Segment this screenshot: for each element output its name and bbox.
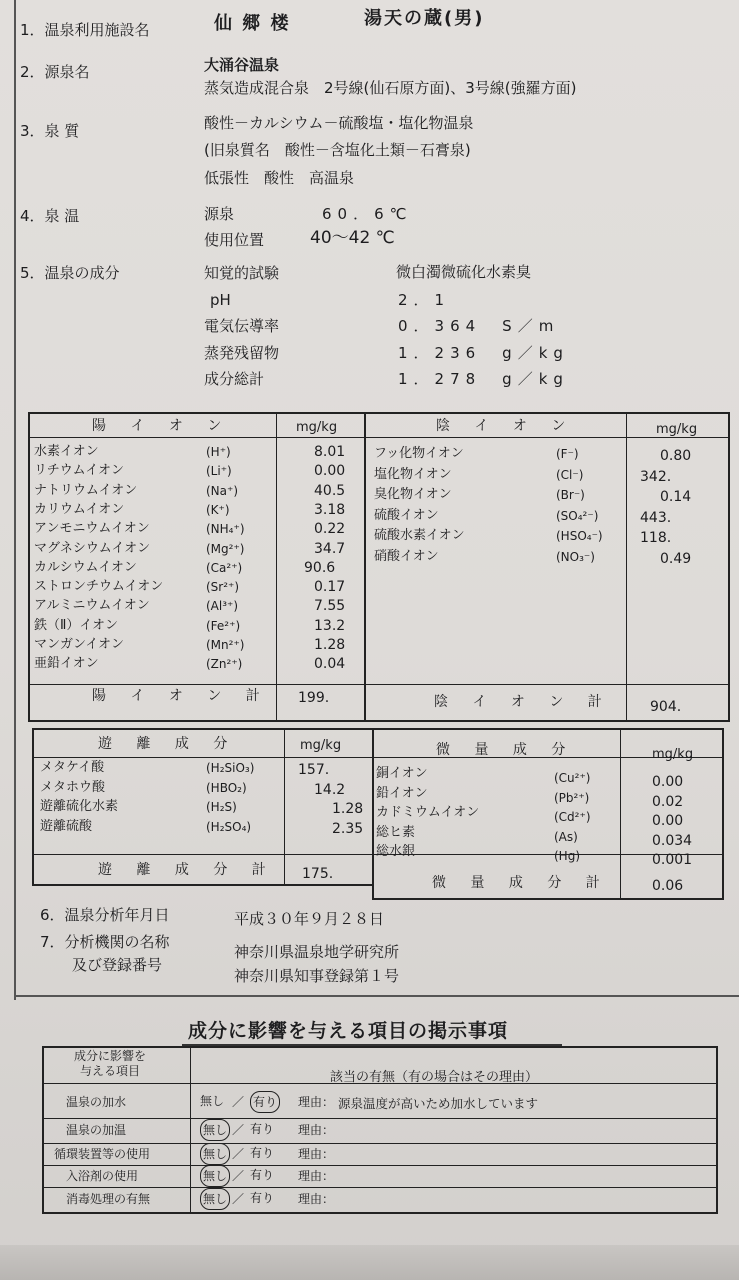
- notice-item: 循環装置等の使用: [54, 1147, 151, 1161]
- cation-value: 40.5: [314, 482, 346, 499]
- cation-formula: (Al³⁺): [206, 599, 239, 614]
- notice-reason-label: 理由：: [298, 1095, 335, 1109]
- trace-formula: (As): [554, 829, 578, 844]
- free-name: メタホウ酸: [40, 779, 106, 795]
- cation-value: 34.7: [314, 540, 346, 557]
- free-value: 1.28: [332, 801, 364, 817]
- cation-formula: (Li⁺): [206, 464, 232, 479]
- comp-row-value: 微白濁微硫化水素臭: [396, 263, 532, 281]
- org-value-1: 神奈川県温泉地学研究所: [234, 943, 400, 961]
- cation-formula: (Ca²⁺): [206, 560, 243, 575]
- anion-name: 硝酸イオン: [374, 548, 439, 564]
- comp-row-label: 電気伝導率: [204, 317, 280, 335]
- cation-formula: (H⁺): [206, 445, 231, 459]
- free-header: 遊 離 成 分: [98, 736, 238, 752]
- anion-value: 0.14: [660, 489, 692, 505]
- notice-item: 温泉の加温: [66, 1123, 127, 1137]
- cation-name: アンモニウムイオン: [34, 521, 150, 537]
- board-bottom-edge: [0, 1245, 739, 1280]
- trace-value: 0.001: [652, 852, 693, 868]
- notice-item: 入浴剤の使用: [66, 1169, 139, 1183]
- free-value: 157.: [298, 762, 330, 778]
- trace-name: 鉛イオン: [376, 785, 428, 801]
- notice-none: 無し: [200, 1094, 225, 1108]
- notice-none: 無し: [200, 1165, 230, 1187]
- quality-label: 3．泉 質: [20, 122, 80, 140]
- anion-total: 904.: [650, 699, 682, 715]
- notice-yes: 有り: [250, 1122, 275, 1136]
- notice-yes: 有り: [250, 1168, 275, 1182]
- cation-formula: (Mn²⁺): [206, 638, 245, 652]
- anion-formula: (NO₃⁻): [556, 549, 595, 564]
- source-label: 2．源泉名: [20, 63, 90, 81]
- source-name: 大涌谷温泉: [204, 56, 280, 74]
- trace-name: 総水銀: [376, 844, 416, 859]
- free-value: 2.35: [332, 820, 364, 837]
- notice-sep: ／: [232, 1095, 245, 1109]
- comp-row-value: 2．1: [398, 291, 451, 309]
- free-total: 175.: [302, 866, 334, 882]
- free-name: 遊離硫酸: [40, 818, 93, 834]
- cation-formula: (Mg²⁺): [206, 541, 245, 556]
- cation-name: 鉄（Ⅱ）イオン: [34, 617, 119, 633]
- quality-line-2: (旧泉質名 酸性－含塩化土類－石膏泉): [204, 141, 471, 159]
- date-value: 平成３０年９月２８日: [234, 910, 385, 928]
- cation-formula: (Zn²⁺): [206, 657, 243, 672]
- comp-row-value: 1．236 g／kg: [398, 344, 569, 362]
- cation-value: 7.55: [314, 598, 346, 615]
- facility-label: 1．温泉利用施設名: [20, 21, 150, 39]
- notice-col1-header-b: 与える項目: [80, 1064, 141, 1078]
- free-unit: mg/kg: [300, 738, 342, 753]
- source-detail: 蒸気造成混合泉 2号線(仙石原方面)、3号線(強羅方面): [204, 79, 577, 97]
- section-divider: [14, 995, 739, 997]
- trace-formula: (Cd²⁺): [554, 810, 591, 824]
- notice-none: 無し: [200, 1119, 230, 1141]
- temp-use-value: 40～42 ℃: [310, 228, 395, 248]
- anion-formula: (Cl⁻): [556, 467, 584, 482]
- cation-name: 水素イオン: [34, 444, 99, 459]
- notice-none: 無し: [200, 1143, 230, 1165]
- anion-total-label: 陰 イ オ ン 計: [434, 694, 612, 710]
- notice-reason-label: 理由：: [298, 1192, 335, 1206]
- notice-sep: ／: [232, 1123, 245, 1137]
- comp-row-label: 成分総計: [204, 370, 265, 388]
- temp-source-label: 源泉: [204, 205, 235, 223]
- cation-name: カルシウムイオン: [34, 559, 137, 575]
- cation-value: 0.00: [314, 463, 346, 480]
- free-name: メタケイ酸: [40, 760, 105, 775]
- trace-name: カドミウムイオン: [376, 805, 480, 820]
- cation-value: 8.01: [314, 444, 346, 460]
- cation-formula: (Fe²⁺): [206, 618, 241, 633]
- trace-value: 0.00: [652, 774, 684, 790]
- temp-use-label: 使用位置: [204, 231, 265, 249]
- trace-formula: (Pb²⁺): [554, 790, 590, 805]
- anion-value: 342.: [640, 468, 672, 485]
- anion-name: 硫酸イオン: [374, 507, 439, 523]
- cation-value: 0.17: [314, 579, 346, 596]
- cation-value: 90.6: [304, 559, 336, 576]
- org-label-1: 7．分析機関の名称: [40, 933, 170, 951]
- anion-formula: (HSO₄⁻): [556, 529, 603, 543]
- cation-name: アルミニウムイオン: [34, 598, 150, 614]
- free-total-label: 遊 離 成 分 計: [98, 862, 276, 878]
- comp-row-value: 0．364 S／m: [398, 317, 560, 335]
- anion-name: 硫酸水素イオン: [374, 528, 465, 543]
- anion-value: 0.80: [660, 448, 692, 464]
- free-name: 遊離硫化水素: [40, 799, 119, 814]
- trace-formula: (Hg): [554, 849, 581, 863]
- free-value: 14.2: [314, 781, 346, 798]
- comp-row-value: 1．278 g／kg: [398, 370, 569, 388]
- notice-col1-header-a: 成分に影響を: [74, 1049, 147, 1063]
- notice-reason: 源泉温度が高いため加水しています: [338, 1096, 539, 1111]
- cation-formula: (Na⁺): [206, 483, 239, 498]
- trace-formula: (Cu²⁺): [554, 771, 591, 785]
- comp-row-label: pH: [210, 291, 231, 309]
- date-label: 6．温泉分析年月日: [40, 906, 170, 924]
- notice-reason-label: 理由：: [298, 1169, 335, 1183]
- anion-name: 塩化物イオン: [374, 466, 452, 482]
- cation-name: マグネシウムイオン: [34, 540, 151, 556]
- anion-formula: (Br⁻): [556, 488, 585, 502]
- notice-col2-header: 該当の有無（有の場合はその理由）: [330, 1070, 539, 1085]
- comp-row-label: 知覚的試験: [204, 264, 280, 282]
- cation-unit: mg/kg: [296, 420, 338, 435]
- quality-line-1: 酸性－カルシウム－硫酸塩・塩化物温泉: [204, 114, 474, 132]
- org-label-2: 及び登録番号: [72, 956, 163, 974]
- cation-value: 0.04: [314, 656, 346, 673]
- free-formula: (H₂S): [206, 800, 237, 814]
- trace-value: 0.02: [652, 793, 684, 810]
- free-formula: (HBO₂): [206, 780, 247, 795]
- cation-name: ストロンチウムイオン: [34, 579, 164, 595]
- anion-name: 臭化物イオン: [374, 487, 452, 502]
- temp-source-value: 60．6℃: [322, 205, 413, 223]
- anion-unit: mg/kg: [656, 422, 698, 437]
- free-formula: (H₂SO₄): [206, 819, 252, 834]
- cation-name: 亜鉛イオン: [34, 656, 99, 672]
- anion-header: 陰 イ オ ン: [436, 418, 576, 434]
- trace-value: 0.034: [652, 832, 693, 849]
- comp-label: 5．温泉の成分: [20, 264, 120, 282]
- cation-formula: (NH₄⁺): [206, 522, 245, 537]
- notice-yes: 有り: [250, 1091, 280, 1113]
- facility-sub: 湯天の蔵(男): [364, 8, 485, 29]
- trace-total-label: 微 量 成 分 計: [432, 875, 610, 891]
- trace-unit: mg/kg: [652, 747, 694, 762]
- facility-name: 仙 郷 楼: [214, 13, 291, 34]
- cation-value: 0.22: [314, 521, 346, 538]
- notice-item: 消毒処理の有無: [66, 1192, 151, 1206]
- quality-line-3: 低張性 酸性 高温泉: [204, 169, 355, 187]
- comp-row-label: 蒸発残留物: [204, 344, 280, 362]
- notice-item: 温泉の加水: [66, 1095, 127, 1109]
- cation-total-label: 陽 イ オ ン 計: [92, 688, 270, 704]
- cation-name: カリウムイオン: [34, 501, 125, 517]
- anion-formula: (SO₄²⁻): [556, 508, 599, 523]
- temp-label: 4．泉 温: [20, 207, 80, 225]
- anion-name: フッ化物イオン: [374, 446, 464, 461]
- trace-total: 0.06: [652, 878, 684, 894]
- trace-value: 0.00: [652, 813, 684, 829]
- cation-name: ナトリウムイオン: [34, 482, 138, 498]
- cation-formula: (Sr²⁺): [206, 580, 240, 595]
- free-formula: (H₂SiO₃): [206, 761, 255, 775]
- anion-formula: (F⁻): [556, 447, 579, 461]
- notice-sep: ／: [232, 1169, 245, 1183]
- cation-value: 1.28: [314, 637, 346, 653]
- cation-value: 3.18: [314, 501, 346, 518]
- notice-sep: ／: [232, 1192, 245, 1206]
- cation-name: リチウムイオン: [34, 463, 124, 479]
- notice-sep: ／: [232, 1147, 245, 1161]
- trace-header: 微 量 成 分: [436, 742, 576, 758]
- frame-border: [14, 0, 16, 1000]
- cation-formula: (K⁺): [206, 502, 230, 517]
- org-value-2: 神奈川県知事登録第１号: [234, 967, 400, 985]
- cation-name: マンガンイオン: [34, 637, 124, 652]
- cation-value: 13.2: [314, 617, 346, 634]
- trace-name: 総ヒ素: [376, 824, 416, 840]
- notice-reason-label: 理由：: [298, 1123, 335, 1137]
- notice-reason-label: 理由：: [298, 1147, 335, 1161]
- notice-none: 無し: [200, 1188, 230, 1210]
- cation-total: 199.: [298, 690, 330, 706]
- cation-header: 陽 イ オ ン: [92, 418, 232, 434]
- notice-yes: 有り: [250, 1191, 275, 1205]
- trace-name: 銅イオン: [376, 766, 428, 781]
- notice-yes: 有り: [250, 1146, 275, 1160]
- notice-title: 成分に影響を与える項目の掲示事項: [188, 1020, 509, 1042]
- anion-value: 0.49: [660, 550, 692, 567]
- anion-value: 443.: [640, 509, 672, 526]
- anion-value: 118.: [640, 530, 672, 546]
